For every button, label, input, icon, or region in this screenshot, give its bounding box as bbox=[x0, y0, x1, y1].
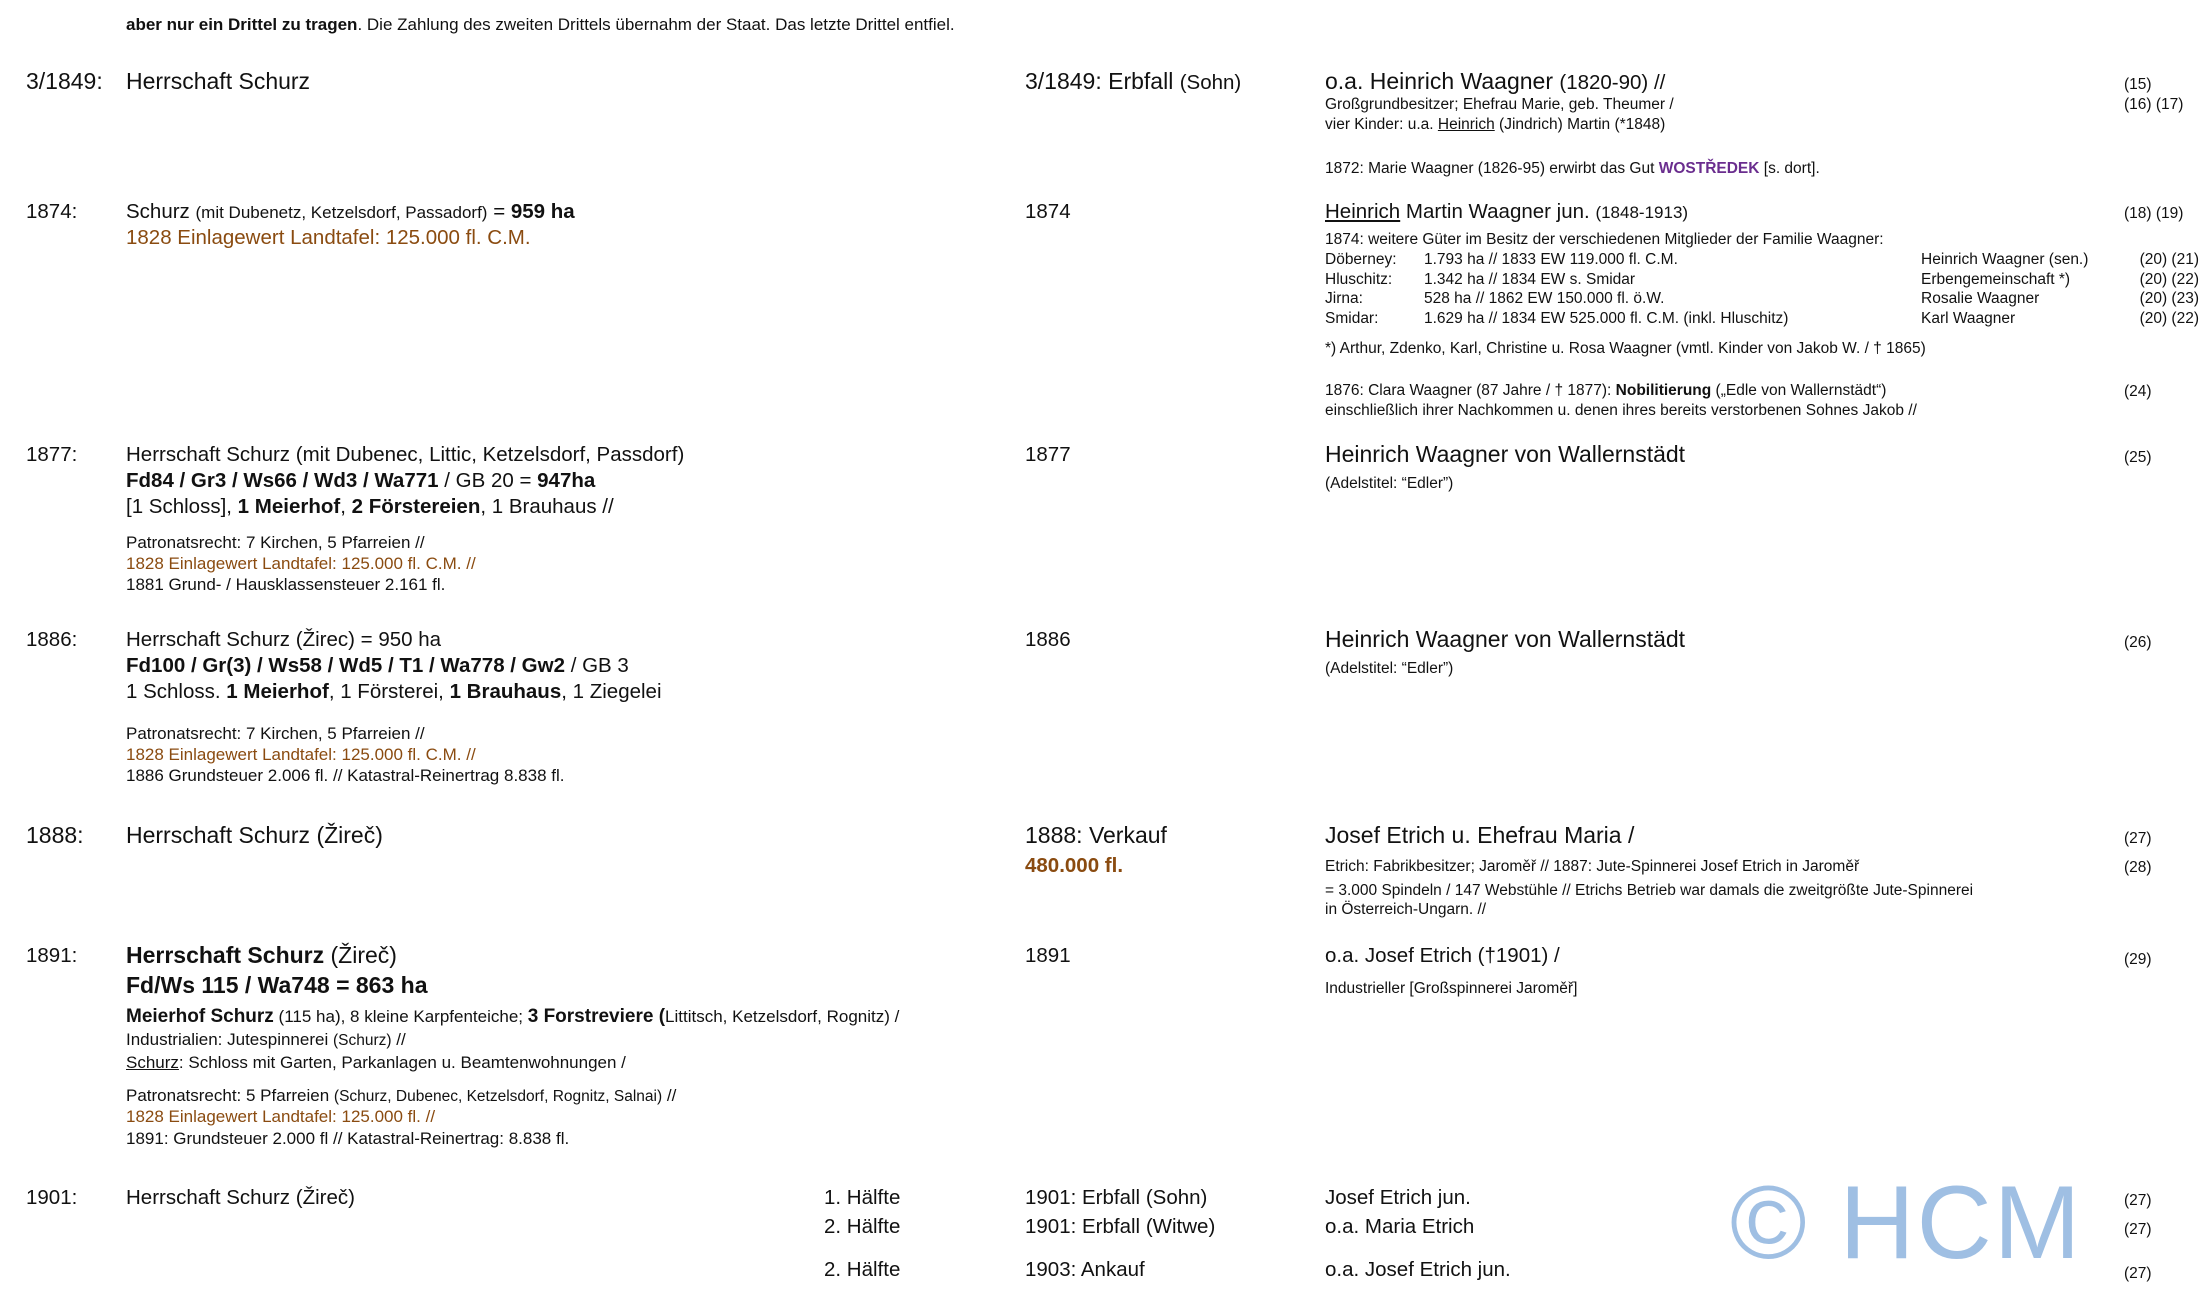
property-1849: Herrschaft Schurz bbox=[126, 68, 311, 94]
holding-name: Hluschitz: bbox=[1325, 270, 1393, 288]
intro-line bbox=[126, 14, 955, 35]
patronat-1886: Patronatsrecht: 7 Kirchen, 5 Pfarreien // bbox=[126, 724, 425, 743]
holding-data: 1.342 ha // 1834 EW s. Smidar bbox=[1424, 270, 1636, 288]
share-1901-1: 1. Hälfte bbox=[824, 1186, 901, 1209]
ref-1849-b: (16) (17) bbox=[2124, 96, 2184, 113]
property-1874: Schurz (mit Dubenetz, Ketzelsdorf, Passadorf) = 959 ha bbox=[126, 200, 575, 223]
share-1901-2: 2. Hälfte bbox=[824, 1215, 901, 1238]
holding-data: 528 ha // 1862 EW 150.000 fl. ö.W. bbox=[1424, 290, 1665, 307]
owner-1891-line2: Industrieller [Großspinnerei Jaroměř] bbox=[1325, 980, 1578, 997]
owner-1849-line2: Großgrundbesitzer; Ehefrau Marie, geb. Theumer / bbox=[1325, 96, 1674, 113]
ref-1876: (24) bbox=[2124, 383, 2152, 400]
holding-owner: Rosalie Waagner bbox=[1921, 290, 2040, 307]
intro-rest: . Die Zahlung des zweiten Drittels übernahm der Staat. Das letzte Drittel entfiel. bbox=[357, 15, 955, 34]
owner-1903: o.a. Josef Etrich jun. bbox=[1325, 1258, 1511, 1281]
date-1874: 1874: bbox=[26, 200, 78, 223]
landtafel-1877: 1828 Einlagewert Landtafel: 125.000 fl. C.M. // bbox=[126, 554, 476, 573]
patronat-1877: Patronatsrecht: 7 Kirchen, 5 Pfarreien // bbox=[126, 533, 425, 552]
ref-1874: (18) (19) bbox=[2124, 205, 2184, 222]
holdings-table bbox=[1325, 250, 2199, 328]
holding-ref: (20) (21) bbox=[2139, 251, 2199, 268]
owner-1901-1: Josef Etrich jun. bbox=[1325, 1186, 1471, 1209]
event-1877: 1877 bbox=[1025, 443, 1071, 466]
ref-1891: (29) bbox=[2124, 951, 2152, 968]
owner-1888-line2: Etrich: Fabrikbesitzer; Jaroměř // 1887: Jute-Spinnerei Josef Etrich in Jaroměř bbox=[1325, 858, 1860, 875]
ref-1901-2: (27) bbox=[2124, 1221, 2152, 1238]
title-1886: (Adelstitel: “Edler”) bbox=[1325, 660, 1454, 677]
date-1888: 1888: bbox=[26, 822, 84, 848]
holding-name: Smidar: bbox=[1325, 309, 1379, 327]
holding-row bbox=[1325, 270, 2199, 290]
date-1886: 1886: bbox=[26, 628, 78, 651]
landtafel-1886: 1828 Einlagewert Landtafel: 125.000 fl. C.M. // bbox=[126, 745, 476, 764]
property-1886-buildings: 1 Schloss. 1 Meierhof, 1 Försterei, 1 Brauhaus, 1 Ziegelei bbox=[126, 680, 662, 703]
event-1903: 1903: Ankauf bbox=[1025, 1258, 1145, 1281]
property-1877: Herrschaft Schurz (mit Dubenec, Littic, Ketzelsdorf, Passdorf) bbox=[126, 443, 685, 466]
event-1901-1: 1901: Erbfall (Sohn) bbox=[1025, 1186, 1208, 1209]
holding-row bbox=[1325, 250, 2199, 270]
patronat-1891: Patronatsrecht: 5 Pfarreien (Schurz, Dubenec, Ketzelsdorf, Rognitz, Salnai) // bbox=[126, 1086, 677, 1105]
ref-1901-1: (27) bbox=[2124, 1192, 2152, 1209]
owner-1877: Heinrich Waagner von Wallernstädt bbox=[1325, 441, 1686, 467]
event-1849: 3/1849: Erbfall (Sohn) bbox=[1025, 68, 1242, 94]
date-1901: 1901: bbox=[26, 1186, 78, 1209]
holding-owner: Heinrich Waagner (sen.) bbox=[1921, 251, 2089, 268]
nobilitierung-line2: einschließlich ihrer Nachkommen u. denen ihres bereits verstorbenen Sohnes Jakob // bbox=[1325, 402, 1917, 419]
intro-bold: aber nur ein Drittel zu tragen bbox=[126, 15, 358, 34]
landtafel-1891: 1828 Einlagewert Landtafel: 125.000 fl. // bbox=[126, 1107, 436, 1126]
holding-name: Döberney: bbox=[1325, 251, 1397, 268]
holding-data: 1.629 ha // 1834 EW 525.000 fl. C.M. (inkl. Hluschitz) bbox=[1424, 309, 1789, 327]
property-1891-industry: Industrialien: Jutespinnerei (Schurz) // bbox=[126, 1030, 406, 1049]
ref-1886: (26) bbox=[2124, 634, 2152, 651]
owner-1874: Heinrich Martin Waagner jun. (1848-1913) bbox=[1325, 200, 1689, 223]
property-1891-schloss: Schurz: Schloss mit Garten, Parkanlagen u. Beamtenwohnungen / bbox=[126, 1053, 626, 1072]
property-1886-areas: Fd100 / Gr(3) / Ws58 / Wd5 / T1 / Wa778 / Gw2 / GB 3 bbox=[126, 654, 629, 677]
ref-1903: (27) bbox=[2124, 1265, 2152, 1282]
price-1888: 480.000 fl. bbox=[1025, 854, 1124, 877]
holding-ref: (20) (22) bbox=[2139, 309, 2199, 327]
property-1891: Herrschaft Schurz (Žireč) bbox=[126, 942, 397, 968]
property-1891-meierhof: Meierhof Schurz (115 ha), 8 kleine Karpfenteiche; 3 Forstreviere (Littitsch, Ketzelsdorf, Rognitz) / bbox=[126, 1006, 900, 1027]
property-1901: Herrschaft Schurz (Žireč) bbox=[126, 1186, 355, 1209]
owner-1886: Heinrich Waagner von Wallernstädt bbox=[1325, 626, 1686, 652]
date-1849: 3/1849: bbox=[26, 68, 103, 94]
ref-1888-a: (27) bbox=[2124, 830, 2152, 847]
owner-1891: o.a. Josef Etrich (†1901) / bbox=[1325, 944, 1560, 967]
ref-1888-b: (28) bbox=[2124, 859, 2152, 876]
owner-1888: Josef Etrich u. Ehefrau Maria / bbox=[1325, 822, 1635, 848]
tax-1891: 1891: Grundsteuer 2.000 fl // Katastral-Reinertrag: 8.838 fl. bbox=[126, 1129, 570, 1148]
gut-wostredek-link[interactable]: WOSTŘEDEK bbox=[1658, 160, 1760, 177]
holding-owner: Erbengemeinschaft *) bbox=[1921, 270, 2071, 288]
landtafel-1874: 1828 Einlagewert Landtafel: 125.000 fl. C.M. bbox=[126, 226, 531, 249]
holding-ref: (20) (23) bbox=[2139, 290, 2199, 307]
property-1888: Herrschaft Schurz (Žireč) bbox=[126, 822, 383, 848]
copyright-watermark: © HCM bbox=[1730, 1165, 2083, 1281]
holdings-subhead: 1874: weitere Güter im Besitz der verschiedenen Mitglieder der Familie Waagner: bbox=[1325, 231, 1884, 248]
tax-1877: 1881 Grund- / Hausklassensteuer 2.161 fl. bbox=[126, 575, 446, 594]
owner-1849-line3: vier Kinder: u.a. Heinrich (Jindrich) Martin (*1848) bbox=[1325, 116, 1666, 133]
property-1891-areas: Fd/Ws 115 / Wa748 = 863 ha bbox=[126, 972, 428, 998]
event-1901-2: 1901: Erbfall (Witwe) bbox=[1025, 1215, 1216, 1238]
share-1903: 2. Hälfte bbox=[824, 1258, 901, 1281]
owner-1849-line4: 1872: Marie Waagner (1826-95) erwirbt das Gut WOSTŘEDEK [s. dort]. bbox=[1325, 160, 1820, 177]
property-1886: Herrschaft Schurz (Žirec) = 950 ha bbox=[126, 628, 442, 651]
date-1891: 1891: bbox=[26, 944, 78, 967]
holding-row bbox=[1325, 309, 2199, 329]
tax-1886: 1886 Grundsteuer 2.006 fl. // Katastral-Reinertrag 8.838 fl. bbox=[126, 766, 565, 785]
owner-1888-line4: in Österreich-Ungarn. // bbox=[1325, 901, 1487, 918]
event-1888: 1888: Verkauf bbox=[1025, 822, 1167, 848]
owner-1888-line3: = 3.000 Spindeln / 147 Webstühle // Etrichs Betrieb war damals die zweitgrößte Jute-Spinnerei bbox=[1325, 882, 1974, 899]
holding-data: 1.793 ha // 1833 EW 119.000 fl. C.M. bbox=[1424, 251, 1678, 268]
holding-ref: (20) (22) bbox=[2139, 270, 2199, 288]
holdings-footnote: *) Arthur, Zdenko, Karl, Christine u. Rosa Waagner (vmtl. Kinder von Jakob W. / † 1865) bbox=[1325, 340, 1926, 357]
event-1874: 1874 bbox=[1025, 200, 1071, 223]
ref-1877: (25) bbox=[2124, 449, 2152, 466]
holding-name: Jirna: bbox=[1325, 290, 1363, 307]
event-1891: 1891 bbox=[1025, 944, 1071, 967]
title-1877: (Adelstitel: “Edler”) bbox=[1325, 475, 1454, 492]
property-1877-areas: Fd84 / Gr3 / Ws66 / Wd3 / Wa771 / GB 20 = 947ha bbox=[126, 469, 596, 492]
owner-1849: o.a. Heinrich Waagner (1820-90) // bbox=[1325, 68, 1666, 94]
ref-1849-a: (15) bbox=[2124, 76, 2152, 93]
event-1886: 1886 bbox=[1025, 628, 1071, 651]
property-1877-buildings: [1 Schloss], 1 Meierhof, 2 Förstereien, 1 Brauhaus // bbox=[126, 495, 614, 518]
owner-1901-2: o.a. Maria Etrich bbox=[1325, 1215, 1475, 1238]
holding-owner: Karl Waagner bbox=[1921, 309, 2016, 327]
holding-row bbox=[1325, 289, 2199, 309]
nobilitierung-line: 1876: Clara Waagner (87 Jahre / † 1877): Nobilitierung („Edle von Wallernstädt“) bbox=[1325, 382, 1887, 399]
date-1877: 1877: bbox=[26, 443, 78, 466]
